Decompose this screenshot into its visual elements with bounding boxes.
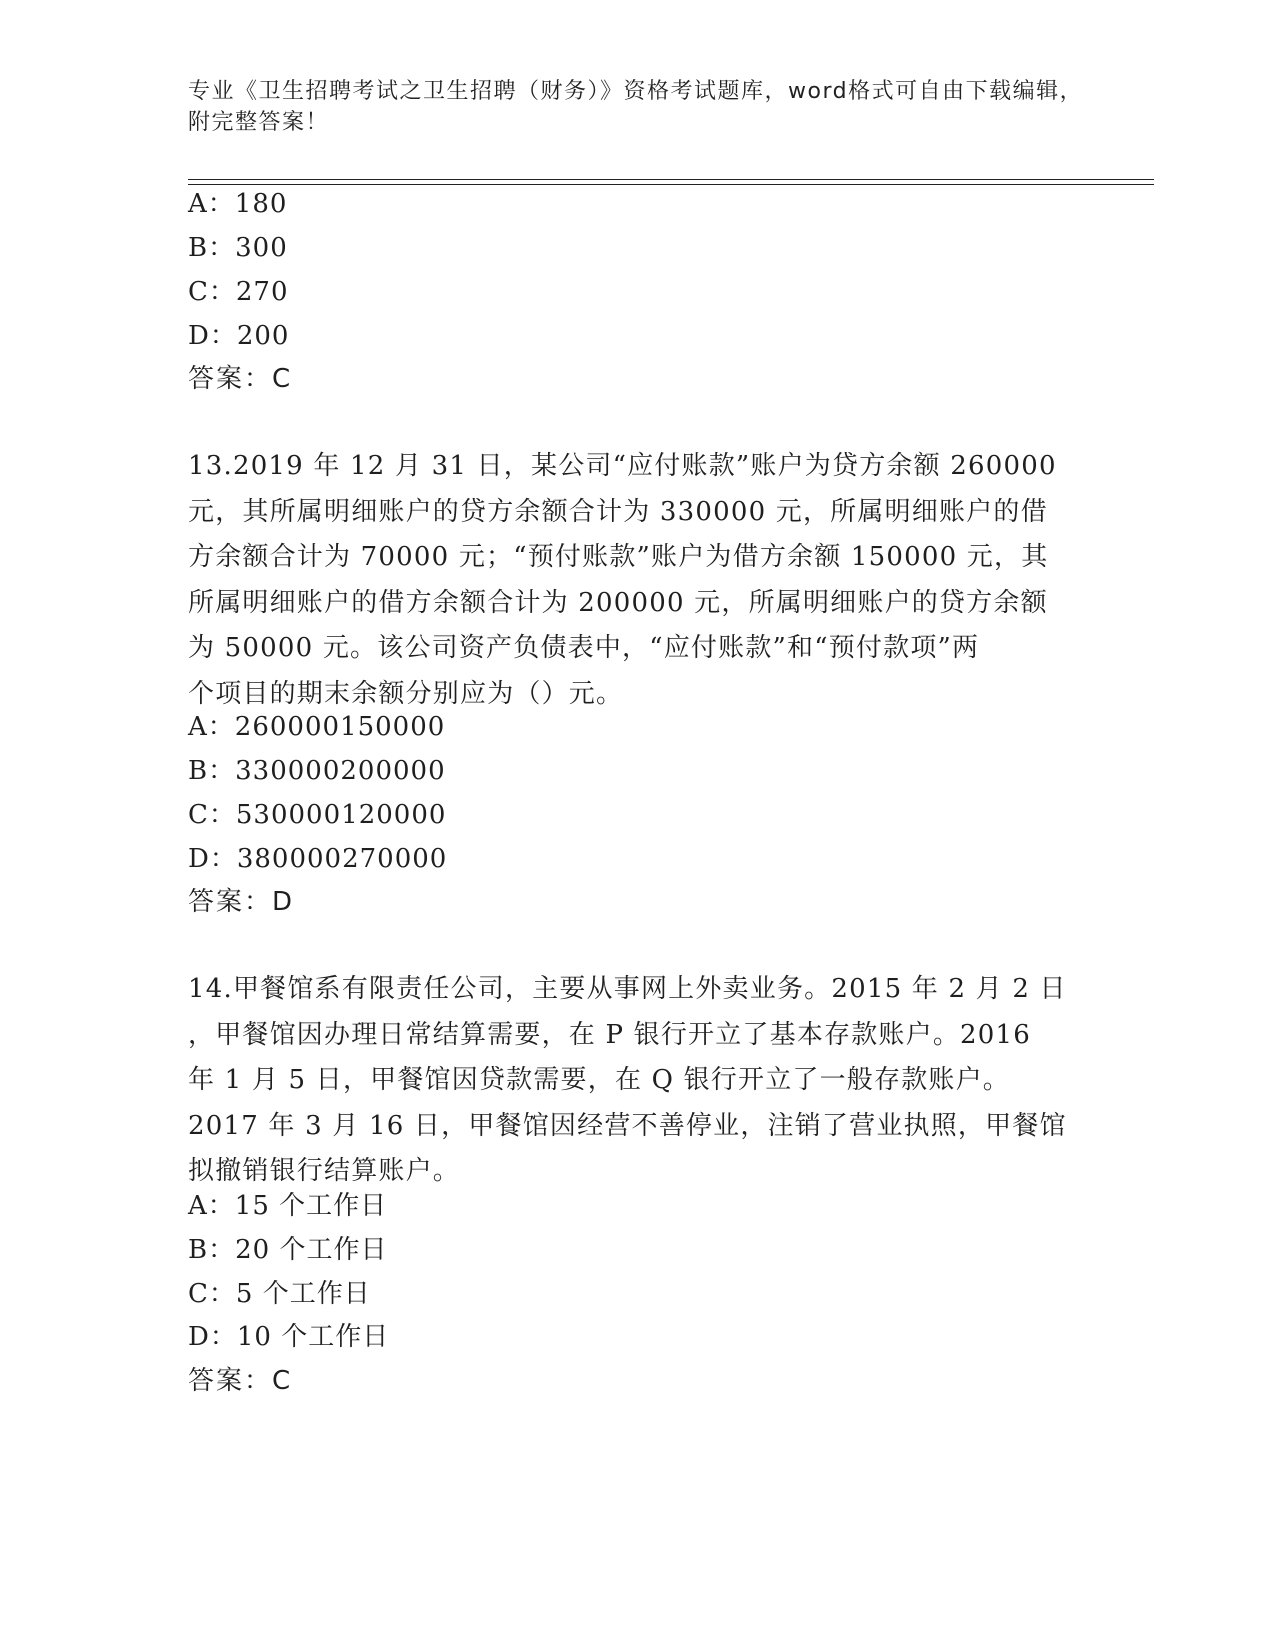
q14-stem-line: 拟撤销银行结算账户。 bbox=[188, 1156, 461, 1186]
q12-option-a: A：180 bbox=[188, 189, 288, 219]
q13-option-a: A：260000150000 bbox=[188, 712, 446, 742]
q12-option-b: B：300 bbox=[188, 233, 288, 263]
q13-stem-line: 个项目的期末余额分别应为（）元。 bbox=[188, 678, 624, 709]
q14-stem-line: 14.甲餐馆系有限责任公司，主要从事网上外卖业务。2015 年 2 月 2 日 bbox=[188, 974, 1067, 1004]
q13-stem-line: 13.2019 年 12 月 31 日，某公司“应付账款”账户为贷方余额 260000 bbox=[188, 451, 1057, 481]
q13-answer: 答案：D bbox=[188, 887, 295, 917]
header-rule-bottom bbox=[188, 184, 1154, 185]
q13-stem-line: 方余额合计为 70000 元；“预付账款”账户为借方余额 150000 元，其 bbox=[188, 542, 1049, 572]
q13-option-c: C：530000120000 bbox=[188, 800, 447, 830]
document-header: 专业《卫生招聘考试之卫生招聘（财务）》资格考试题库，word格式可自由下载编辑，附完整答案！ bbox=[188, 79, 1084, 135]
q14-stem bbox=[188, 967, 1088, 1195]
q14-option-a: A：15 个工作日 bbox=[188, 1191, 388, 1221]
q14-answer: 答案：C bbox=[188, 1366, 293, 1396]
q13-stem-line: 为 50000 元。该公司资产负债表中，“应付账款”和“预付款项”两 bbox=[188, 633, 980, 663]
q13-option-b: B：330000200000 bbox=[188, 756, 446, 786]
q14-option-c: C：5 个工作日 bbox=[188, 1279, 371, 1309]
q13-option-d: D：380000270000 bbox=[188, 844, 448, 874]
header-rule-top bbox=[188, 179, 1154, 180]
q13-stem-line: 所属明细账户的借方余额合计为 200000 元，所属明细账户的贷方余额 bbox=[188, 587, 1048, 618]
q14-option-d: D：10 个工作日 bbox=[188, 1322, 390, 1352]
q14-stem-line: ，甲餐馆因办理日常结算需要，在 P 银行开立了基本存款账户。2016 bbox=[188, 1019, 1031, 1050]
q14-stem-line: 2017 年 3 月 16 日，甲餐馆因经营不善停业，注销了营业执照，甲餐馆 bbox=[188, 1110, 1067, 1141]
q12-option-d: D：200 bbox=[188, 321, 290, 351]
q13-stem-line: 元，其所属明细账户的贷方余额合计为 330000 元，所属明细账户的借 bbox=[188, 496, 1048, 527]
q14-option-b: B：20 个工作日 bbox=[188, 1235, 388, 1265]
q12-answer: 答案：C bbox=[188, 364, 293, 394]
q12-option-c: C：270 bbox=[188, 277, 289, 307]
q13-stem bbox=[188, 444, 1088, 717]
q14-stem-line: 年 1 月 5 日，甲餐馆因贷款需要，在 Q 银行开立了一般存款账户。 bbox=[188, 1065, 1010, 1095]
